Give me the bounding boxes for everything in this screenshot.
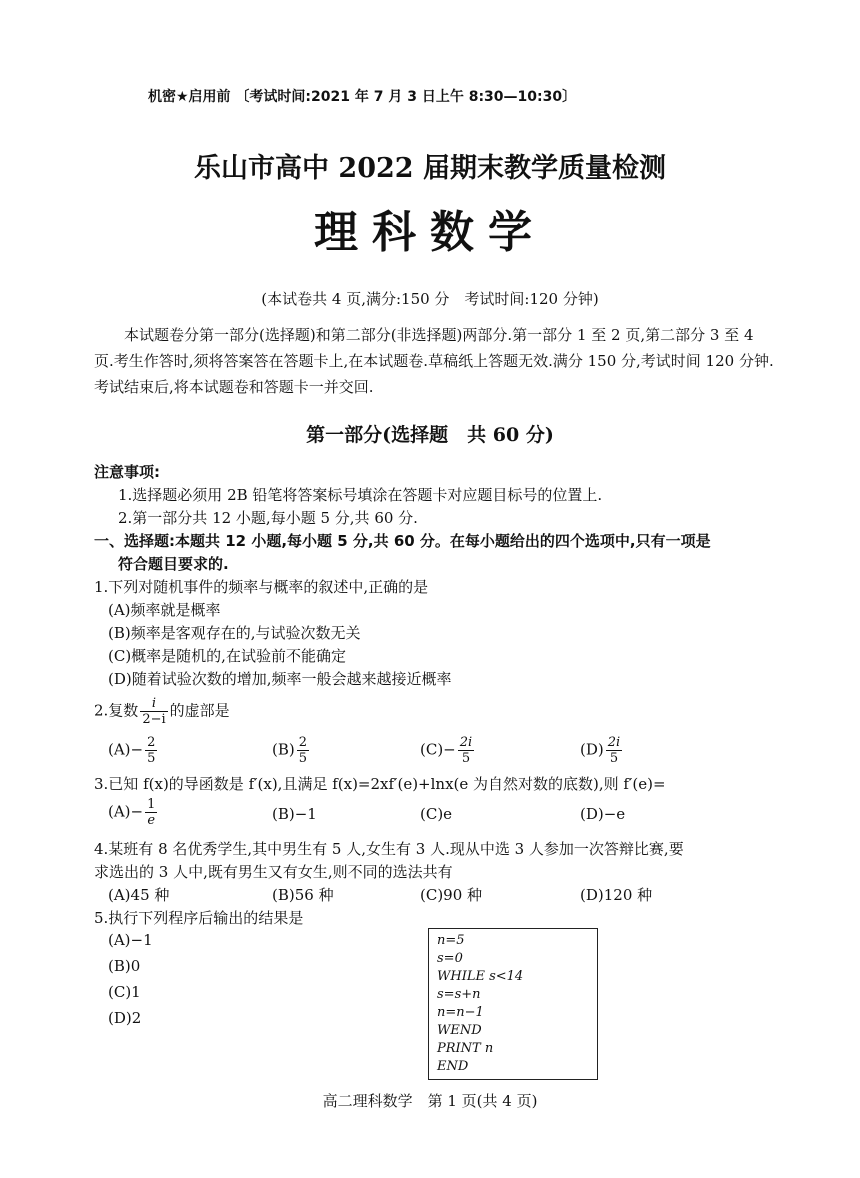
fraction: $\frac{2i}{5}$ [459, 735, 473, 766]
question-2-stem [94, 696, 230, 727]
program-line: n=5 [437, 933, 465, 948]
program-line: s=0 [437, 951, 463, 966]
fraction: $\frac{2i}{5}$ [607, 735, 621, 766]
question-5-option-b: (B)0 [108, 957, 141, 975]
program-box [428, 928, 598, 1080]
notes-heading: 注意事项: [94, 463, 160, 481]
program-line: WHILE s<14 [437, 969, 524, 984]
question-4-stem: 4.某班有 8 名优秀学生,其中男生有 5 人,女生有 3 人.现从中选 3 人参加一次答辩比赛,要 [94, 840, 684, 858]
note-item: 1.选择题必须用 2B 铅笔将答案标号填涂在答题卡对应题目标号的位置上. [118, 486, 603, 504]
question-2-stem-pre: 2.复数 [94, 701, 139, 720]
program-line: PRINT n [437, 1041, 494, 1056]
question-2-stem-post: 的虚部是 [169, 701, 230, 720]
question-5-option-d: (D)2 [108, 1009, 142, 1027]
program-line: WEND [437, 1023, 482, 1038]
question-5-stem: 5.执行下列程序后输出的结果是 [94, 909, 304, 927]
question-2-option-b: (B) $\frac{2}{5}$ [272, 735, 308, 766]
question-5-option-a: (A)−1 [108, 931, 153, 949]
fraction: $\frac{i}{2-i}$ [142, 696, 166, 727]
fraction: $\frac{2}{5}$ [298, 735, 308, 766]
program-line: s=s+n [437, 987, 481, 1002]
question-5-option-c: (C)1 [108, 983, 141, 1001]
question-1-option-d: (D)随着试验次数的增加,频率一般会越来越接近概率 [108, 670, 452, 688]
question-1-option-c: (C)概率是随机的,在试验前不能确定 [108, 647, 346, 665]
note-item: 2.第一部分共 12 小题,每小题 5 分,共 60 分. [118, 509, 418, 527]
program-line: END [437, 1059, 469, 1074]
question-3-option-d: (D)−e [580, 805, 626, 823]
exam-subtitle: (本试卷共 4 页,满分:150 分 考试时间:120 分钟) [261, 290, 599, 308]
part1-instruction-cont: 符合题目要求的. [118, 555, 229, 573]
program-line: n=n−1 [437, 1005, 484, 1020]
intro-paragraph: 本试题卷分第一部分(选择题)和第二部分(非选择题)两部分.第一部分 1 至 2 页,第二部分 3 至 4 页.考生作答时,须将答案答在答题卡上,在本试题卷.草稿纸上答题无效.满分 150 分,考试时间 120 分钟.考试结束后,将本试题卷和答题卡一并交回. [94, 326, 774, 396]
question-4-stem-cont: 求选出的 3 人中,既有男生又有女生,则不同的选法共有 [94, 863, 453, 881]
section-title: 第一部分(选择题 共 60 分) [306, 424, 554, 446]
question-3-option-b: (B)−1 [272, 805, 317, 823]
question-1-stem: 1.下列对随机事件的频率与概率的叙述中,正确的是 [94, 578, 429, 596]
question-3-stem: 3.已知 f(x)的导函数是 f′(x),且满足 f(x)=2xf′(e)+lnx(e 为自然对数的底数),则 f′(e)= [94, 775, 666, 793]
question-2-option-c: (C)− $\frac{2i}{5}$ [420, 735, 473, 766]
question-2-option-a: (A)− $\frac{2}{5}$ [108, 735, 156, 766]
question-4-option-c: (C)90 种 [420, 886, 483, 904]
subject-title: 理科数学 [314, 207, 546, 258]
part1-instruction: 一、选择题:本题共 12 小题,每小题 5 分,共 60 分。在每小题给出的四个选项中,只有一项是 [94, 532, 711, 550]
question-3-option-a: (A)− $\frac{1}{e}$ [108, 797, 156, 828]
question-4-option-d: (D)120 种 [580, 886, 653, 904]
question-4-option-b: (B)56 种 [272, 886, 334, 904]
question-4-option-a: (A)45 种 [108, 886, 170, 904]
question-2-option-d: (D) $\frac{2i}{5}$ [580, 735, 621, 766]
exam-title: 乐山市高中 2022 届期末教学质量检测 [194, 153, 666, 184]
page-footer: 高二理科数学 第 1 页(共 4 页) [322, 1092, 538, 1110]
question-1-option-a: (A)频率就是概率 [108, 601, 221, 619]
question-3-option-c: (C)e [420, 805, 453, 823]
question-1-option-b: (B)频率是客观存在的,与试验次数无关 [108, 624, 361, 642]
fraction: $\frac{2}{5}$ [147, 735, 156, 766]
confidential-header: 机密★启用前 〔考试时间:2021 年 7 月 3 日上午 8:30—10:30〕 [148, 89, 577, 105]
fraction: $\frac{1}{e}$ [147, 797, 156, 828]
